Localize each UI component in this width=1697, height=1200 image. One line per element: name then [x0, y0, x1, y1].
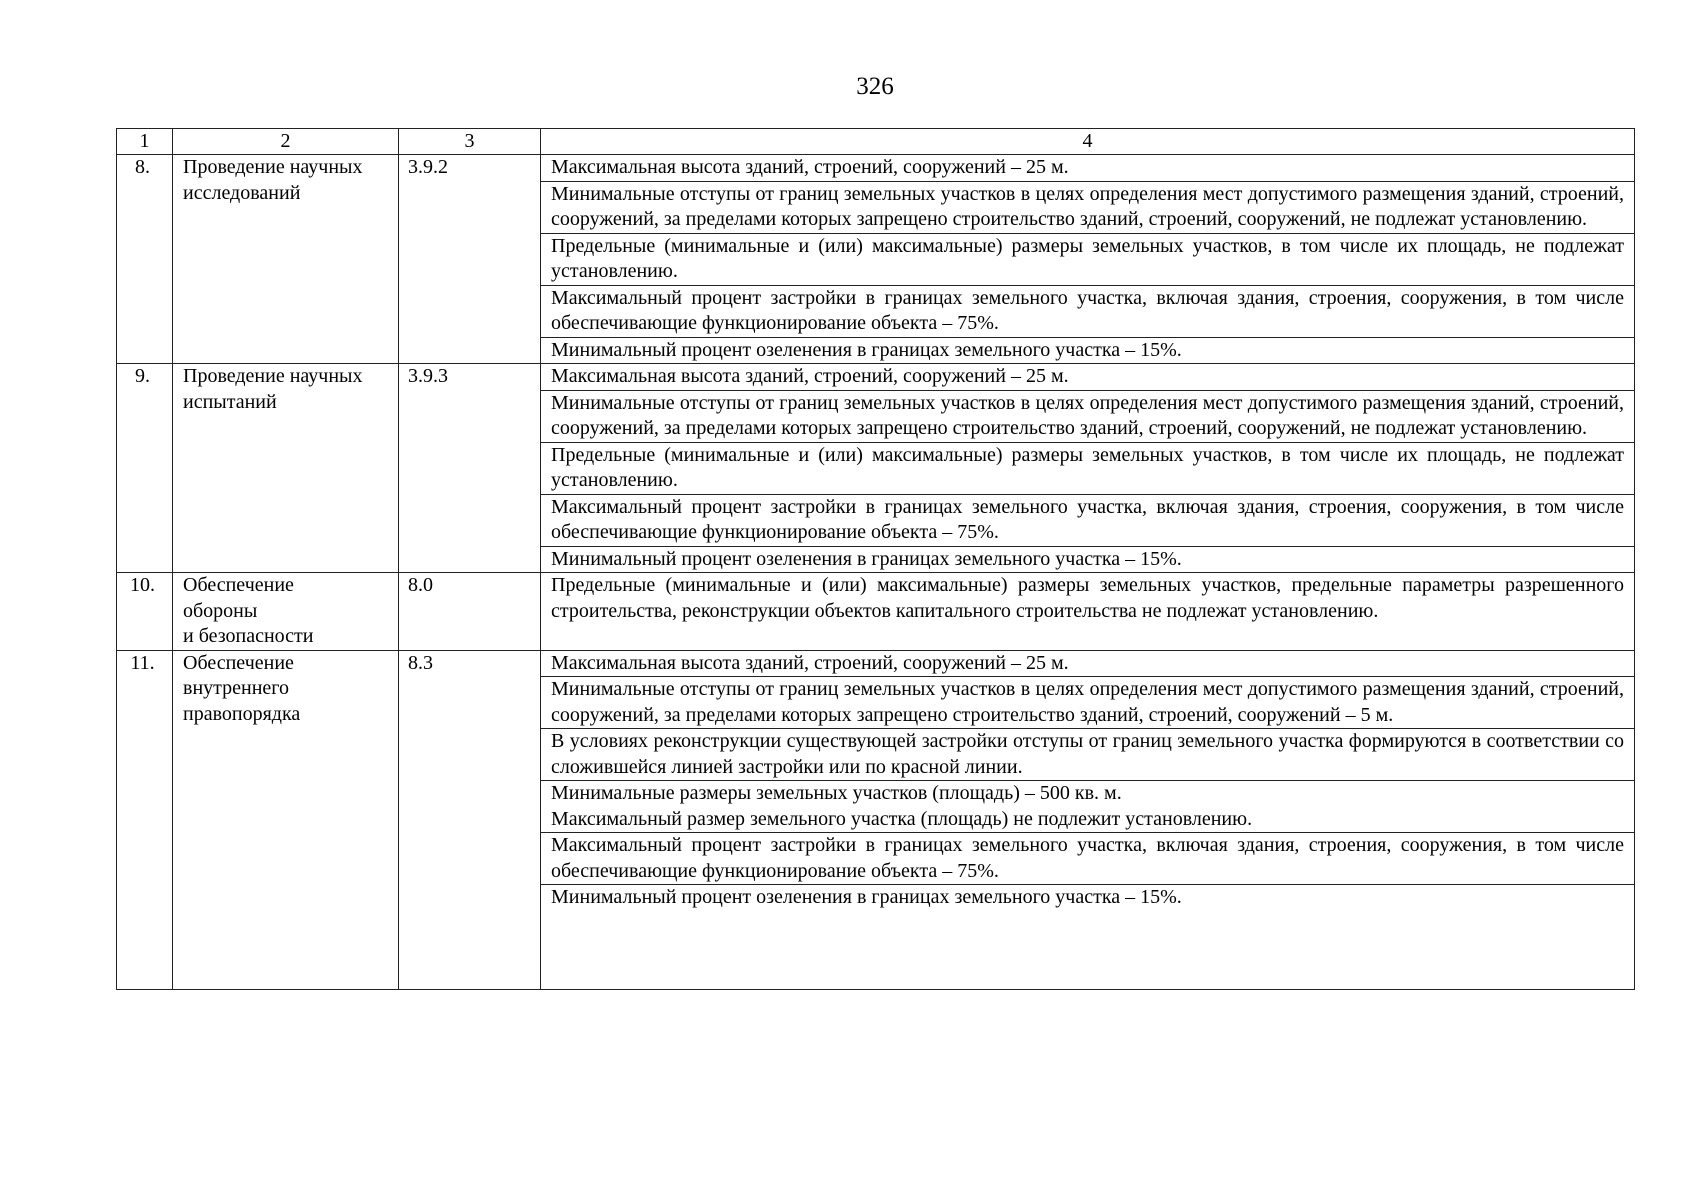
requirement-text: Предельные (минимальные и (или) максимальные) размеры земельных участков, в том числе их площадь, не подлежат установлению. — [551, 234, 1624, 282]
use-code: 3.9.3 — [408, 365, 448, 387]
header-cell-2: 2 — [173, 129, 399, 155]
requirement-text: Максимальный процент застройки в границах земельного участка, включая здания, строения, сооружения, в том числе обеспечивающие функционирование объекта – 75%. — [551, 495, 1624, 543]
use-code-cell — [399, 573, 541, 651]
requirement-text: Минимальные размеры земельных участков (площадь) – 500 кв. м. — [551, 782, 1122, 804]
requirement-item — [541, 651, 1634, 678]
requirement-item — [541, 338, 1634, 364]
requirement-text: Минимальные отступы от границ земельных участков в целях определения мест допустимого размещения зданий, строений, сооружений, за пределами которых запрещено строительство зданий, строений, сооружений, не подлежат установлению. — [551, 182, 1624, 230]
requirement-item — [541, 547, 1634, 573]
requirements-cell — [541, 650, 1635, 989]
requirement-item — [541, 729, 1634, 781]
requirements-cell — [541, 364, 1635, 573]
requirement-item — [541, 364, 1634, 391]
requirement-item — [541, 573, 1634, 624]
requirement-text: Минимальный процент озеленения в границах земельного участка – 15%. — [551, 547, 1182, 570]
requirement-item — [541, 234, 1634, 286]
use-code-cell — [399, 155, 541, 364]
use-type-cell — [173, 573, 399, 651]
row-number: 11. — [130, 651, 155, 674]
use-code: 8.0 — [408, 574, 433, 596]
use-code: 3.9.2 — [408, 156, 448, 178]
use-type-cell — [173, 364, 399, 573]
requirement-text: Максимальный размер земельного участка (площадь) не подлежит установлению. — [551, 807, 1253, 830]
header-cell-4: 4 — [541, 129, 1635, 155]
use-type-name-line: Обеспечение — [183, 651, 294, 674]
parameters-table — [116, 128, 1635, 990]
requirements-cell — [541, 573, 1635, 651]
requirement-item — [541, 781, 1634, 833]
requirement-text: Предельные (минимальные и (или) максимальные) размеры земельных участков, в том числе их площадь, не подлежат установлению. — [551, 443, 1624, 491]
use-type-name-line: Проведение научных — [183, 365, 363, 387]
requirement-text: Максимальная высота зданий, строений, сооружений – 25 м. — [551, 651, 1069, 674]
use-code: 8.3 — [408, 651, 433, 674]
requirement-text: В условиях реконструкции существующей застройки отступы от границ земельного участка формируются в соответствии со сложившейся линией застройки или по красной линии. — [551, 730, 1624, 778]
row-number-cell — [117, 155, 173, 364]
row-number: 9. — [135, 365, 150, 387]
requirement-item — [541, 495, 1634, 547]
requirement-text: Минимальные отступы от границ земельных участков в целях определения мест допустимого размещения зданий, строений, сооружений, за пределами которых запрещено строительство зданий, строений, сооружений – 5 м. — [551, 678, 1624, 726]
use-type-name-line: обороны — [183, 599, 258, 622]
requirement-text: Максимальная высота зданий, строений, сооружений – 25 м. — [551, 156, 1069, 178]
table-row — [117, 573, 1635, 651]
requirement-text: Максимальный процент застройки в границах земельного участка, включая здания, строения, сооружения, в том числе обеспечивающие функционирование объекта – 75%. — [551, 834, 1624, 882]
use-type-cell — [173, 155, 399, 364]
use-type-name-line: правопорядка — [183, 702, 301, 725]
row-number: 10. — [130, 574, 155, 596]
requirement-item — [541, 182, 1634, 234]
use-type-name-line: Обеспечение — [183, 574, 294, 596]
row-number-cell — [117, 364, 173, 573]
use-type-name-line: и безопасности — [183, 625, 314, 647]
header-cell-1: 1 — [117, 129, 173, 155]
requirement-item — [541, 833, 1634, 885]
table-header-row — [117, 129, 1635, 155]
requirement-text: Максимальная высота зданий, строений, сооружений – 25 м. — [551, 365, 1069, 387]
requirement-item — [541, 677, 1634, 729]
requirement-item — [541, 286, 1634, 338]
use-type-name-line: исследований — [183, 181, 301, 204]
requirement-text: Минимальный процент озеленения в границах земельного участка – 15%. — [551, 338, 1182, 361]
table-row — [117, 364, 1635, 573]
table-row — [117, 650, 1635, 989]
requirement-item — [541, 443, 1634, 495]
requirement-item — [541, 155, 1634, 182]
use-type-cell — [173, 650, 399, 989]
use-code-cell — [399, 364, 541, 573]
requirements-cell — [541, 155, 1635, 364]
use-code-cell — [399, 650, 541, 989]
table-row — [117, 155, 1635, 364]
requirement-text: Минимальный процент озеленения в границах земельного участка – 15%. — [551, 886, 1182, 908]
header-cell-3: 3 — [399, 129, 541, 155]
use-type-name-line: испытаний — [183, 390, 277, 413]
row-number-cell — [117, 650, 173, 989]
use-type-name-line: Проведение научных — [183, 156, 363, 178]
row-number: 8. — [135, 156, 150, 178]
page-number: 326 — [856, 73, 894, 100]
requirement-item — [541, 391, 1634, 443]
use-type-name-line: внутреннего — [183, 677, 289, 699]
requirement-text: Предельные (минимальные и (или) максимальные) размеры земельных участков, предельные параметры разрешенного строительства, реконструкции объектов капитального строительства не подлежат установлению. — [551, 574, 1624, 622]
requirement-item — [541, 885, 1634, 989]
requirement-text: Минимальные отступы от границ земельных участков в целях определения мест допустимого размещения зданий, строений, сооружений, за пределами которых запрещено строительство зданий, строений, сооружений, не подлежат установлению. — [551, 391, 1624, 439]
row-number-cell — [117, 573, 173, 651]
requirement-text: Максимальный процент застройки в границах земельного участка, включая здания, строения, сооружения, в том числе обеспечивающие функционирование объекта – 75%. — [551, 286, 1624, 334]
